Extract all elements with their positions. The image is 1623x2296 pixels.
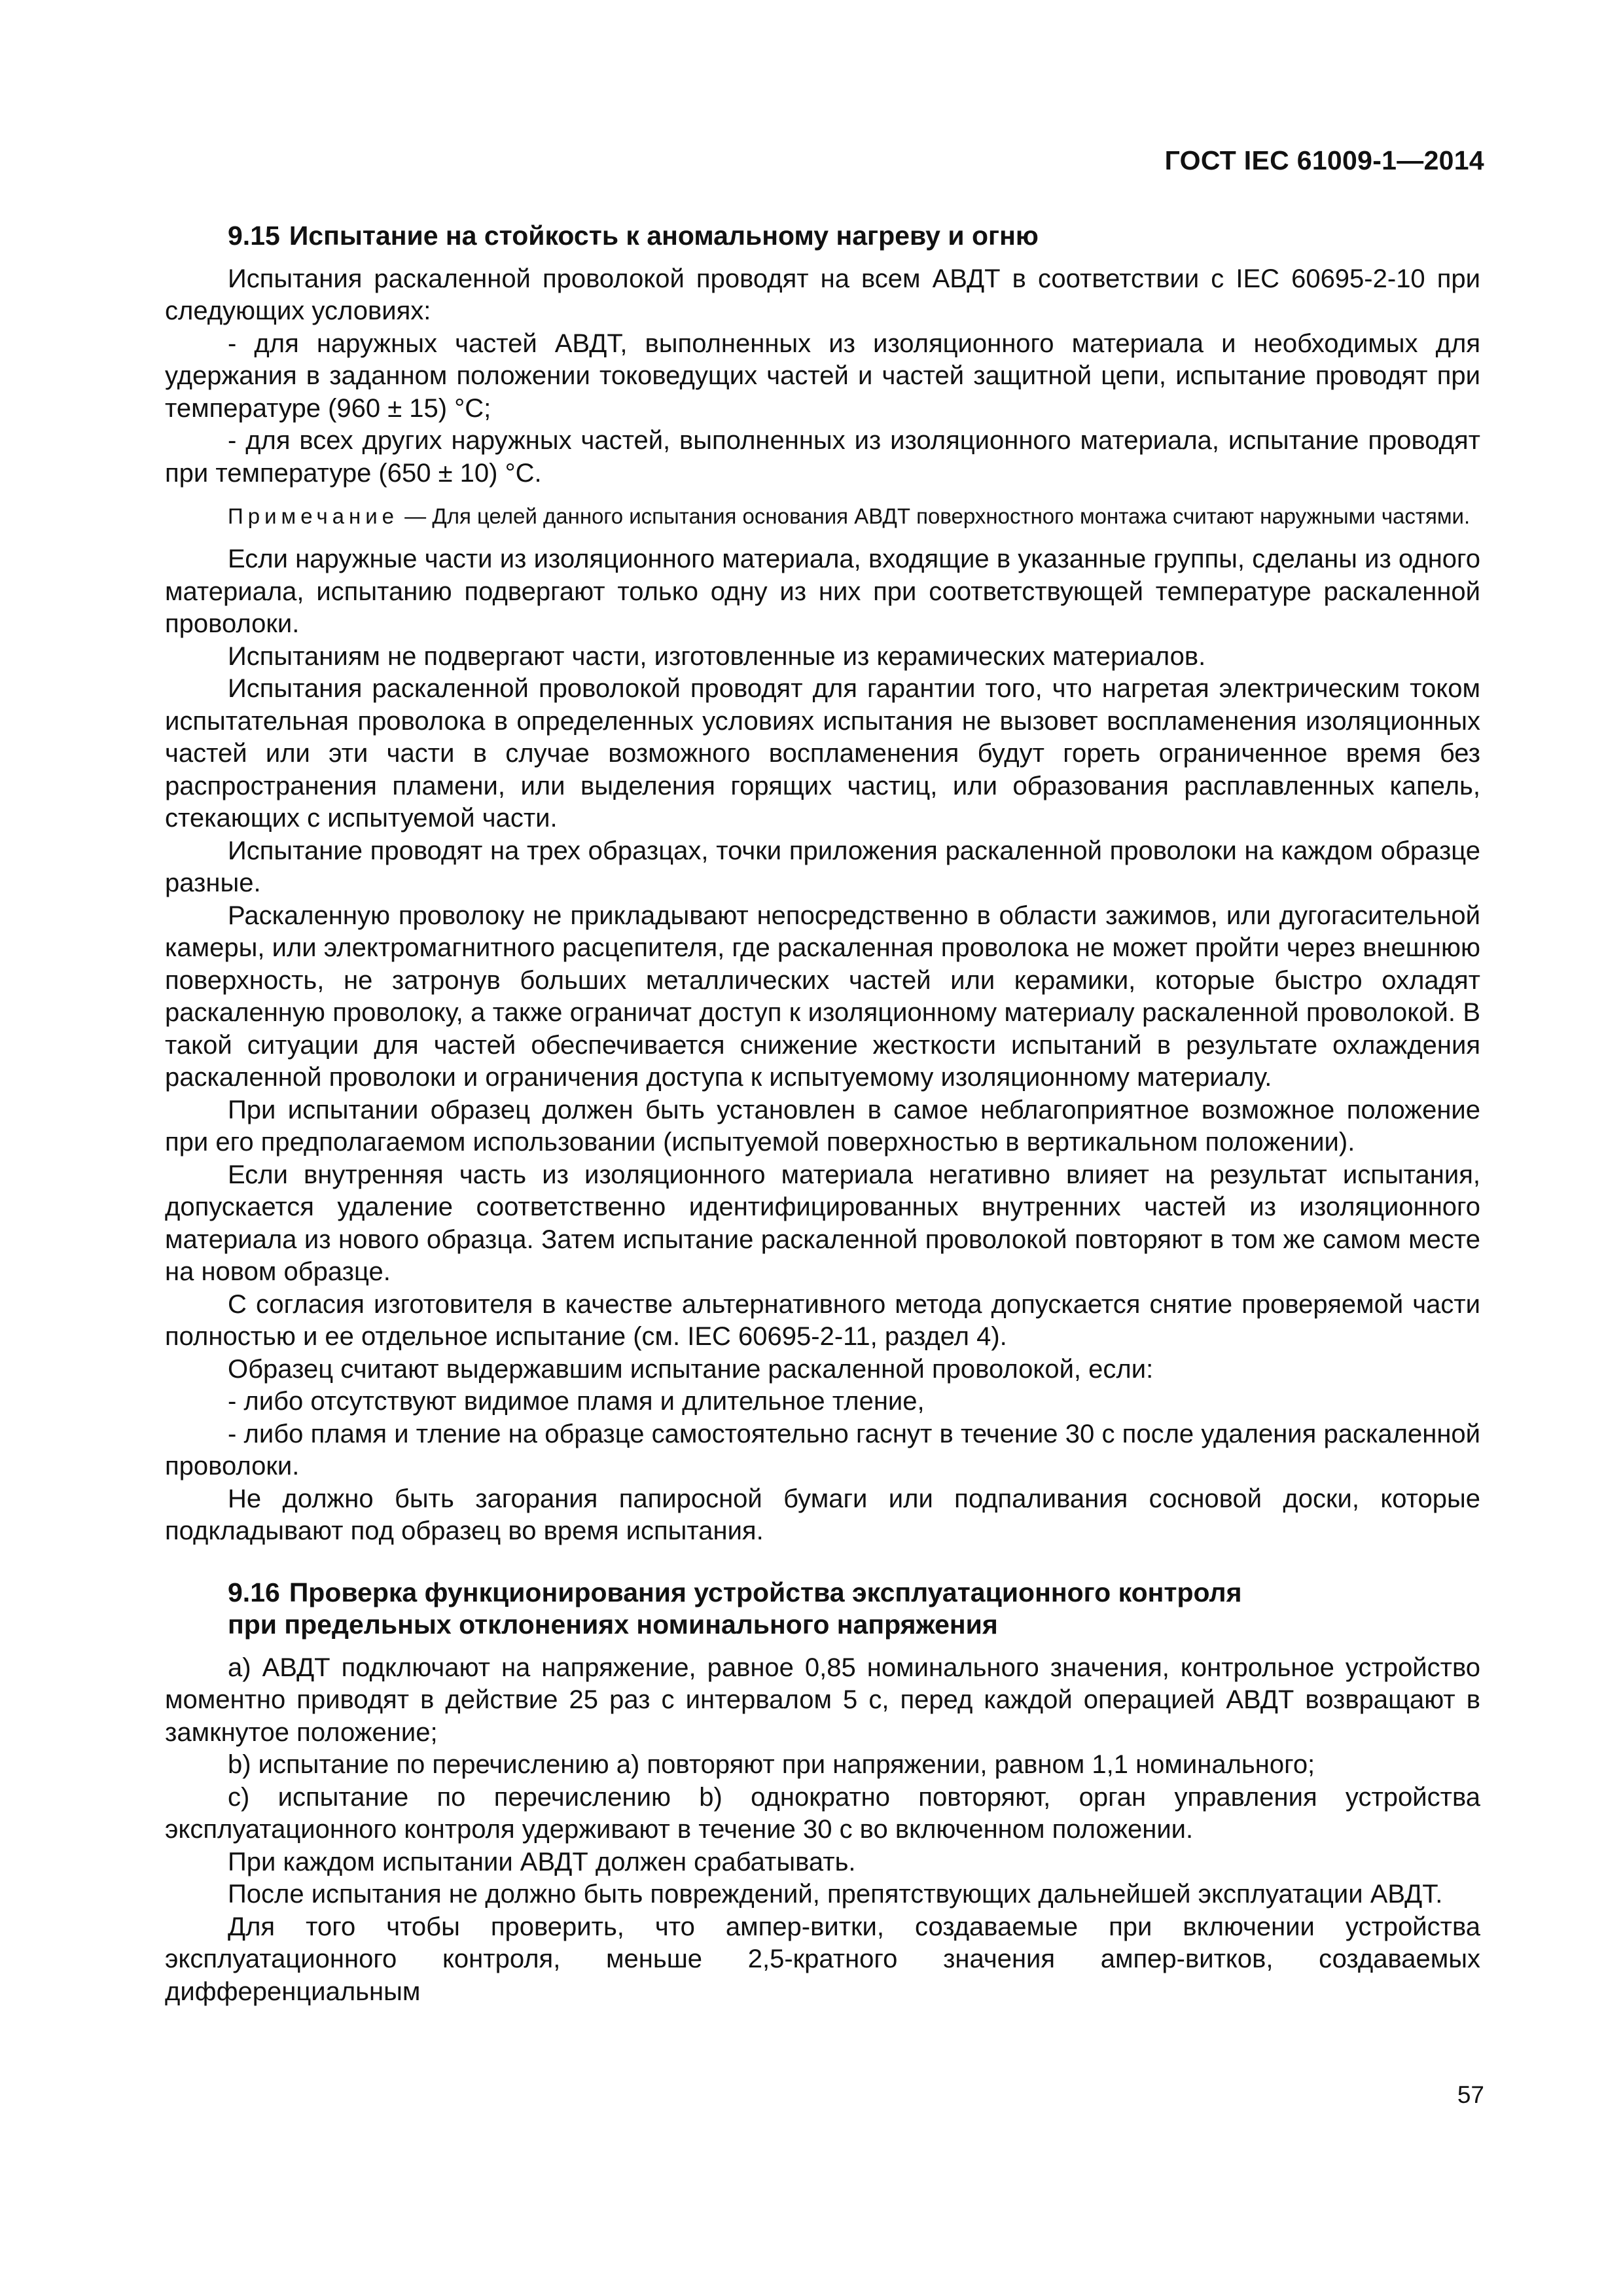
note-text: — Для целей данного испытания основания АВДТ поверхностного монтажа считают наружными частями. (399, 504, 1471, 528)
paragraph: Не должно быть загорания папиросной бумаги или подпаливания сосновой доски, которые подкладывают под образец во время испытания. (165, 1484, 1480, 1545)
section-heading-9-16 (228, 1577, 1480, 1641)
section-number: 9.15 (228, 221, 280, 251)
list-item: - для всех других наружных частей, выполненных из изоляционного материала, испытание проводят при температуре (650 ± 10) °С. (165, 426, 1480, 488)
list-item: b) испытание по перечислению а) повторяют при напряжении, равном 1,1 номинального; (228, 1750, 1315, 1779)
paragraph: Образец считают выдержавшим испытание раскаленной проволокой, если: (228, 1354, 1154, 1384)
section-heading-9-15 (228, 220, 1480, 253)
section-title: Испытание на стойкость к аномальному нагреву и огню (289, 221, 1039, 251)
paragraph: Испытания раскаленной проволокой проводят для гарантии того, что нагретая электрическим током испытательная проволока в определенных условиях испытания не вызовет воспламенения изоляционных частей или эти части в случае возможного воспламенения будут гореть ограниченное время без распространения пламени, или выделения горящих частиц, или образования расплавленных капель, стекающих с испытуемой части. (165, 674, 1480, 833)
paragraph: Испытание проводят на трех образцах, точки приложения раскаленной проволоки на каждом образце разные. (165, 836, 1480, 897)
paragraph: Для того чтобы проверить, что ампер-витки, создаваемые при включении устройства эксплуатационного контроля, меньше 2,5-кратного значения ампер-витков, создаваемых дифференциальным (165, 1912, 1480, 2006)
standard-id-header: ГОСТ IEC 61009-1—2014 (1164, 145, 1484, 175)
paragraph: Если наружные части из изоляционного материала, входящие в указанные группы, сделаны из одного материала, испытанию подвергают только одну из них при соответствующей температуре раскаленной проволоки. (165, 545, 1480, 638)
list-item: - либо пламя и тление на образце самостоятельно гаснут в течение 30 с после удаления раскаленной проволоки. (165, 1419, 1480, 1480)
paragraph: Если внутренняя часть из изоляционного материала негативно влияет на результат испытания, допускается удаление соответственно идентифицированных внутренних частей из изоляционного материала из нового образца. Затем испытание раскаленной проволокой повторяют в том же самом месте на новом образце. (165, 1160, 1480, 1286)
section-title-line-1: Проверка функционирования устройства эксплуатационного контроля (289, 1577, 1242, 1607)
list-item: - либо отсутствуют видимое пламя и длительное тление, (228, 1387, 925, 1416)
note (165, 503, 1480, 530)
paragraph: Испытаниям не подвергают части, изготовленные из керамических материалов. (228, 641, 1206, 671)
paragraph: При каждом испытании АВДТ должен срабатывать. (228, 1847, 856, 1876)
paragraph: При испытании образец должен быть установлен в самое неблагоприятное возможное положение при его предполагаемом использовании (испытуемой поверхностью в вертикальном положении). (165, 1095, 1480, 1157)
list-item: - для наружных частей АВДТ, выполненных из изоляционного материала и необходимых для удержания в заданном положении токоведущих частей и частей защитной цепи, испытание проводят при температуре (960 ± 15) °С; (165, 329, 1480, 423)
section-title-line-2: при предельных отклонениях номинального напряжения (228, 1609, 998, 1640)
list-item: c) испытание по перечислению b) однократно повторяют, орган управления устройства эксплуатационного контроля удерживают в течение 30 с во включенном положении. (165, 1782, 1480, 1844)
paragraph: Раскаленную проволоку не прикладывают непосредственно в области зажимов, или дугогасительной камеры, или электромагнитного расцепителя, где раскаленная проволока не может пройти через внешнюю поверхность, не затронув больших металлических частей или керамики, которые быстро охладят раскаленную проволоку, а также ограничат доступ к изоляционному материалу раскаленной проволокой. В такой ситуации для частей обеспечивается снижение жесткости испытаний в результате охлаждения раскаленной проволоки и ограничения доступа к испытуемому изоляционному материалу. (165, 901, 1480, 1092)
page-number: 57 (1457, 2081, 1484, 2108)
paragraph: После испытания не должно быть повреждений, препятствующих дальнейшей эксплуатации АВДТ. (228, 1880, 1443, 1909)
list-item: a) АВДТ подключают на напряжение, равное 0,85 номинального значения, контрольное устройство моментно приводят в действие 25 раз с интервалом 5 с, перед каждой операцией АВДТ возвращают в замкнутое положение; (165, 1653, 1480, 1747)
page-content (165, 220, 1480, 2008)
paragraph: Испытания раскаленной проволокой проводят на всем АВДТ в соответствии с IEC 60695-2-10 при следующих условиях: (165, 264, 1480, 325)
note-label: Примечание (228, 504, 399, 528)
section-number: 9.16 (228, 1577, 280, 1607)
paragraph: С согласия изготовителя в качестве альтернативного метода допускается снятие проверяемой части полностью и ее отдельное испытание (см. IEC 60695-2-11, раздел 4). (165, 1289, 1480, 1351)
